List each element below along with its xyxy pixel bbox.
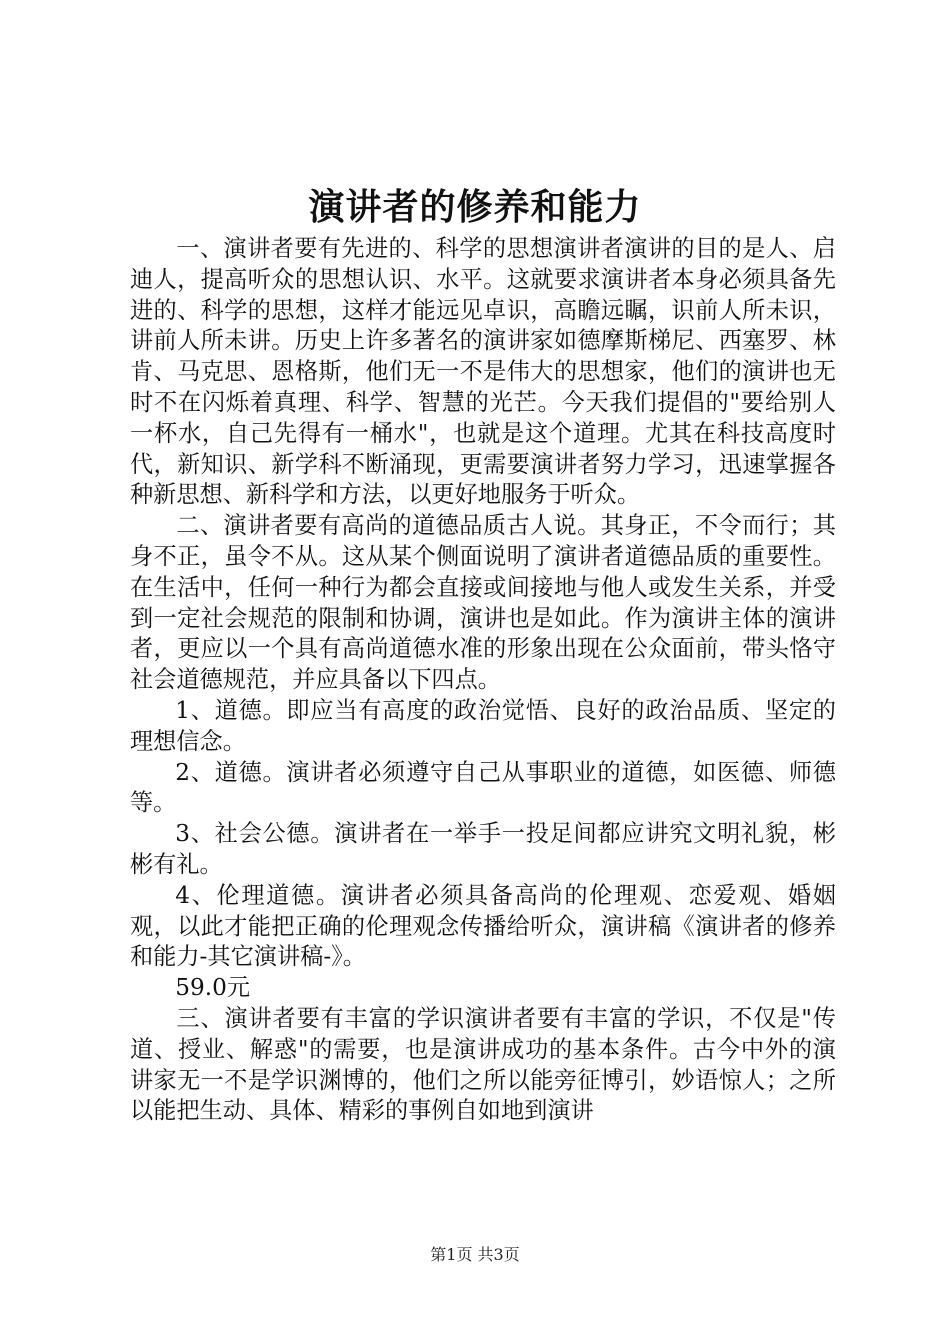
paragraph-section-three: 三、演讲者要有丰富的学识演讲者要有丰富的学识，不仅是"传道、授业、解惑"的需要，也是演讲成功的基本条件。古今中外的演讲家无一不是学识渊博的，他们之所以能旁征博引，妙语惊人；之所以能把生动、具体、精彩的事例自如地到演讲 bbox=[130, 1004, 836, 1125]
document-title: 演讲者的修养和能力 bbox=[308, 186, 642, 228]
list-item-political-morality: 1、道德。即应当有高度的政治觉悟、良好的政治品质、坚定的理想信念。 bbox=[130, 696, 836, 755]
paragraph-section-two: 二、演讲者要有高尚的道德品质古人说。其身正，不令而行；其身不正，虽令不从。这从某个侧面说明了演讲者道德品质的重要性。在生活中，任何一种行为都会直接或间接地与他人或发生关系，并受到一定社会规范的限制和协调，演讲也是如此。作为演讲主体的演讲者，更应以一个具有高尚道德水准的形象出现在公众面前，带头恪守社会道德规范，并应具备以下四点。 bbox=[130, 512, 836, 694]
list-item-ethical-morality: 4、伦理道德。演讲者必须具备高尚的伦理观、恋爱观、婚姻观，以此才能把正确的伦理观念传播给听众，演讲稿《演讲者的修养和能力-其它演讲稿-》。 bbox=[130, 881, 836, 971]
paragraph-section-one: 一、演讲者要有先进的、科学的思想演讲者演讲的目的是人、启迪人，提高听众的思想认识、水平。这就要求演讲者本身必须具备先进的、科学的思想，这样才能远见卓识，高瞻远瞩，识前人所未识，讲前人所未讲。历史上许多著名的演讲家如德摩斯梯尼、西塞罗、林肯、马克思、恩格斯，他们无一不是伟大的思想家，他们的演讲也无时不在闪烁着真理、科学、智慧的光芒。今天我们提倡的"要给别人一杯水，自己先得有一桶水"，也就是这个道理。尤其在科技高度时代，新知识、新学科不断涌现，更需要演讲者努力学习，迅速掌握各种新思想、新科学和方法，以更好地服务于听众。 bbox=[130, 235, 836, 509]
price-line: 59.0元 bbox=[175, 974, 251, 1002]
page-number: 第1页 共3页 bbox=[430, 1245, 520, 1264]
list-item-social-morality: 3、社会公德。演讲者在一举手一投足间都应讲究文明礼貌，彬彬有礼。 bbox=[130, 820, 836, 878]
list-item-professional-morality: 2、道德。演讲者必须遵守自己从事职业的道德，如医德、师德等。 bbox=[130, 758, 836, 817]
document-body bbox=[130, 234, 836, 1127]
